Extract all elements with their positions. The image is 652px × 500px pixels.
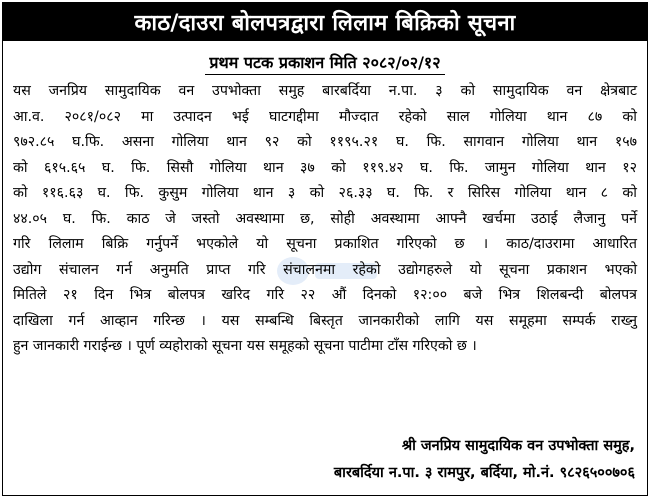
publication-date-heading (3, 51, 647, 73)
publication-date-text: प्रथम पटक प्रकाशन मिति २०८२/०२/१२ (205, 53, 444, 75)
body-line: को ६१५.६५ घ. फि. सिसौ गोलिया थान ३७ को ११९.४२ घ. फि. जामुन गोलिया थान १२ (13, 159, 637, 176)
body-line: मितिले २१ दिन भित्र बोलपत्र खरिद गरि २२ औं दिनको १२:०० बजे भित्र शिलबन्दी बोलपत्र (13, 287, 637, 303)
signature-address: बारबर्दिया न.पा. ३ रामपुर, बर्दिया, मो.नं. ९८२६५००७०६ (333, 465, 635, 481)
signature-organization: श्री जनप्रिय सामुदायिक वन उपभोक्ता समुह, (401, 438, 635, 454)
notice-title: काठ/दाउरा बोलपत्रद्वारा लिलाम बिक्रिको सूचना (3, 3, 647, 41)
body-line: को ११६.६३ घ. फि. कुसुम गोलिया थान ३ को २६.३३ घ. फि. र सिरिस गोलिया थान ८ को (13, 185, 637, 201)
body-line: हुन जानकारी गराईन्छ । पूर्ण व्यहोराको सूचना यस समूहको सूचना पाटीमा टाँस गरिएको छ । (13, 338, 477, 354)
notice-body (13, 79, 637, 360)
body-line: ४४.०५ घ. फि. काठ जे जस्तो अवस्थामा छ, सोही अवस्थामा आफ्नै खर्चमा उठाई लैजानु पर्ने (13, 210, 637, 227)
body-line: आ.व. २०८१/०८२ मा उत्पादन भई घाटगद्दीमा मौज्दात रहेको साल गोलिया थान ८७ को (13, 108, 637, 125)
notice-box (2, 2, 648, 496)
body-line: उद्योग संचालन गर्न अनुमति प्राप्त गरि संचालनमा रहेको उद्योगहरुले यो सूचना प्रकाशन भएको (13, 261, 637, 278)
body-line: गरि लिलाम बिक्रि गर्नुपर्ने भएकोले यो सूचना प्रकाशित गरिएको छ । काठ/दाउरामा आधारित (13, 236, 637, 252)
body-line: दाखिला गर्न आव्हान गरिन्छ । यस सम्बन्धि बिस्तृत जानकारीको लागि यस समूहमा सम्पर्क राख्नु (13, 312, 637, 329)
body-line: यस जनप्रिय सामुदायिक वन उपभोक्ता समुह बारबर्दिया न.पा. ३ को सामुदायिक वन क्षेत्रबाट (13, 83, 637, 99)
body-line: ९७२.८५ घ.फि. असना गोलिया थान ९२ को ११९५.२१ घ. फि. सागवान गोलिया थान १५७ (13, 134, 637, 150)
